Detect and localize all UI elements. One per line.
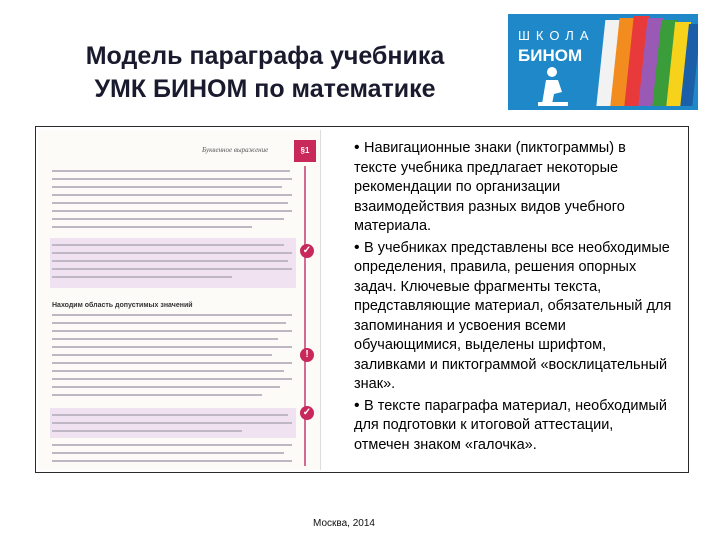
text-line [52,252,292,254]
bullet-marker: • [354,396,365,414]
slide-title [40,40,490,106]
text-line [52,268,292,270]
bullet-list [354,138,672,456]
text-line [52,276,232,278]
footer-text: Москва, 2014 [313,518,375,529]
text-line [52,444,292,446]
text-line [52,186,282,188]
bullet-text-1: Навигационные знаки (пиктограммы) в тексте учебника предлагает некоторые рекомендации по организации взаимодействия разных видов учебного материала. [354,140,626,234]
text-line [52,226,252,228]
school-binom-logo [508,14,698,110]
text-line [52,430,242,432]
section-number-badge: §1 [294,140,316,162]
text-line [52,322,286,324]
bullet-item-1 [354,138,672,237]
title-line-2: УМК БИНОМ по математике [94,75,436,103]
text-line [52,330,292,332]
text-line [52,178,292,180]
text-line [52,314,292,316]
text-line [52,378,292,380]
page-margin-line [304,166,306,466]
text-line [52,452,284,454]
text-line [52,170,290,172]
check-mark-icon: ✓ [300,406,314,420]
logo-text-binom: БИНОМ [518,46,583,65]
text-line [52,260,288,262]
text-line [52,422,292,424]
bullet-marker: • [354,139,365,156]
text-line [52,346,292,348]
exclamation-mark-icon: ! [300,348,314,362]
text-line [52,362,292,364]
page-subheading: Находим область допустимых значений [52,302,193,309]
text-line [52,194,292,196]
text-line [52,202,288,204]
text-line [52,460,292,462]
bullet-item-2 [354,238,672,395]
text-line [52,210,292,212]
text-line [52,386,280,388]
bullet-text-3: В тексте параграфа материал, необходимый для подготовки к итоговой аттестации, отмечен знаком «галочка». [354,397,667,453]
bullet-marker: • [354,238,365,256]
logo-text-school: ШКОЛА [518,28,595,43]
text-line [52,354,272,356]
textbook-page-image [38,130,321,470]
text-line [52,338,278,340]
page-header-label: Буквенное выражение [202,146,269,154]
text-line [52,218,284,220]
title-line-1: Модель параграфа учебника [85,42,445,70]
bullet-item-3 [354,396,672,456]
text-line [52,370,284,372]
check-mark-icon: ✓ [300,244,314,258]
bullet-text-2: В учебниках представлены все необходимые определения, правила, решения опорных задач. Ключевые фрагменты текста, представляющие материал, обязательный для запоминания и усвоения всеми обучающимися, выделены шрифтом, заливками и пиктограммой «восклицательный знак». [354,239,672,392]
text-line [52,414,288,416]
text-line [52,244,284,246]
text-line [52,394,262,396]
